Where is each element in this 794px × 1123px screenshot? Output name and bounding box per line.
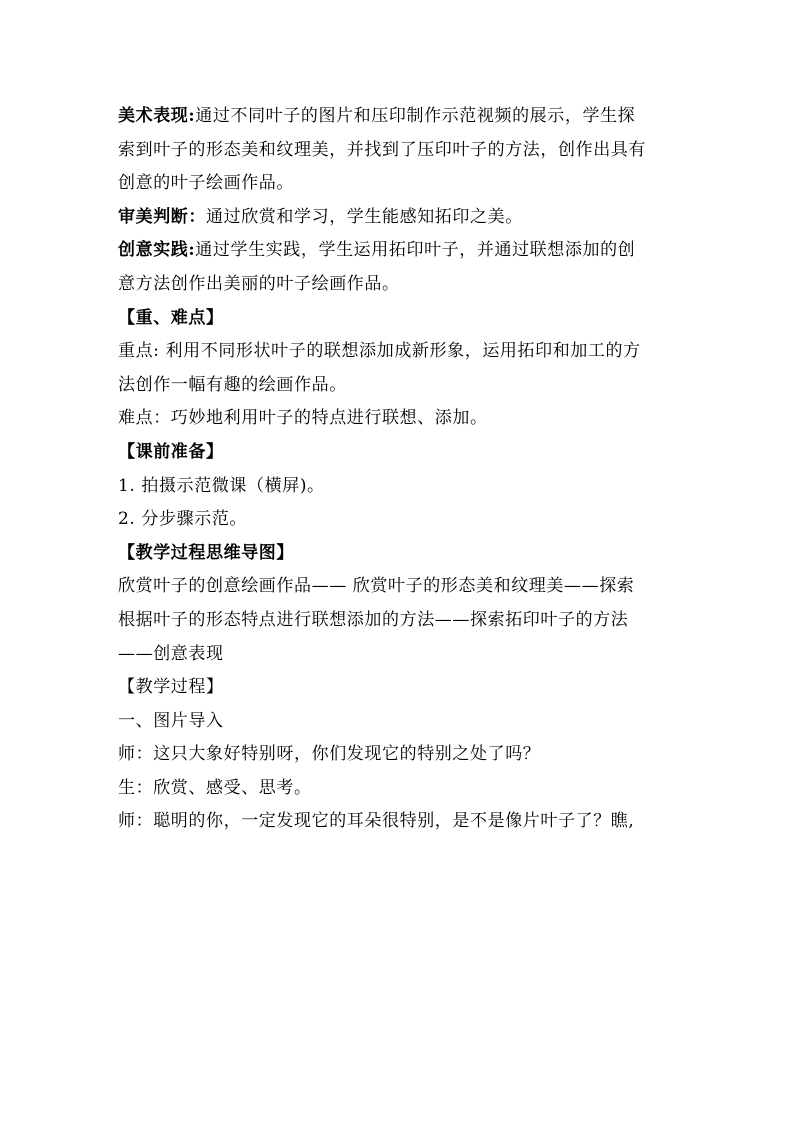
section-heading-text: 【教学过程思维导图】: [118, 542, 294, 563]
paragraph-mind-map-line2: [118, 604, 683, 638]
paragraph-text: 意方法创作出美丽的叶子绘画作品。: [118, 273, 400, 294]
section-heading-mind-map: [118, 537, 683, 571]
paragraph-text: 法创作一幅有趣的绘画作品。: [118, 374, 347, 395]
dialogue-text: 师：聪明的你，一定发现它的耳朵很特别，是不是像片叶子了？瞧,: [118, 811, 635, 832]
heading-aesthetic-judgment: 审美判断：: [118, 206, 206, 227]
paragraph-mind-map-line1: [118, 570, 683, 604]
paragraph-art-expression-line1: [118, 100, 683, 134]
dialogue-text: 师：这只大象好特别呀，你们发现它的特别之处了吗？: [118, 744, 541, 765]
heading-art-expression: 美术表现:: [118, 106, 196, 126]
paragraph-aesthetic-judgment: [118, 201, 683, 235]
paragraph-text: 创意的叶子绘画作品。: [118, 173, 294, 194]
paragraph-text: 通过学生实践，学生运用拓印叶子，并通过联想添加的创: [195, 240, 636, 261]
paragraph-mind-map-line3: [118, 638, 683, 672]
dialogue-text: 生：欣赏、感受、思考。: [118, 777, 312, 798]
section-heading-preparation: [118, 436, 683, 470]
section-heading-text: 【教学过程】: [118, 677, 224, 698]
paragraph-key-point-line2: [118, 369, 683, 403]
paragraph-text: 索到叶子的形态美和纹理美，并找到了压印叶子的方法，创作出具有: [118, 139, 646, 160]
paragraph-creative-practice-line2: [118, 268, 683, 302]
section-heading-key-points: [118, 302, 683, 336]
dialogue-teacher-1: [118, 738, 683, 772]
document-page: [118, 100, 683, 839]
paragraph-text: 欣赏叶子的创意绘画作品—— 欣赏叶子的形态美和纹理美——探索: [118, 576, 635, 597]
heading-creative-practice: 创意实践:: [118, 240, 196, 261]
paragraph-text: 重点: 利用不同形状叶子的联想添加成新形象，运用拓印和加工的方: [118, 341, 641, 362]
subheading-picture-intro: [118, 705, 683, 739]
paragraph-key-point-line1: [118, 335, 683, 369]
section-heading-teaching-process: [118, 671, 683, 705]
paragraph-creative-practice-line1: [118, 234, 683, 268]
subheading-text: 一、图片导入: [118, 710, 224, 731]
list-item-preparation-2: [118, 503, 683, 537]
paragraph-text: ——创意表现: [118, 643, 224, 664]
paragraph-art-expression-line3: [118, 167, 683, 201]
paragraph-text: 难点：巧妙地利用叶子的特点进行联想、添加。: [118, 408, 488, 429]
section-heading-text: 【重、难点】: [118, 307, 224, 328]
list-item-text: 2. 分步骤示范。: [118, 509, 248, 530]
paragraph-text: 通过不同叶子的图片和压印制作示范视频的展示，学生探: [195, 106, 636, 126]
dialogue-teacher-2: [118, 805, 683, 839]
paragraph-text: 通过欣赏和学习，学生能感知拓印之美。: [206, 206, 523, 227]
section-heading-text: 【课前准备】: [118, 441, 224, 462]
paragraph-difficulty: [118, 402, 683, 436]
paragraph-art-expression-line2: [118, 134, 683, 168]
list-item-preparation-1: [118, 470, 683, 504]
paragraph-text: 根据叶子的形态特点进行联想添加的方法——探索拓印叶子的方法: [118, 609, 629, 630]
dialogue-student-1: [118, 772, 683, 806]
list-item-text: 1. 拍摄示范微课（横屏)。: [118, 475, 325, 496]
